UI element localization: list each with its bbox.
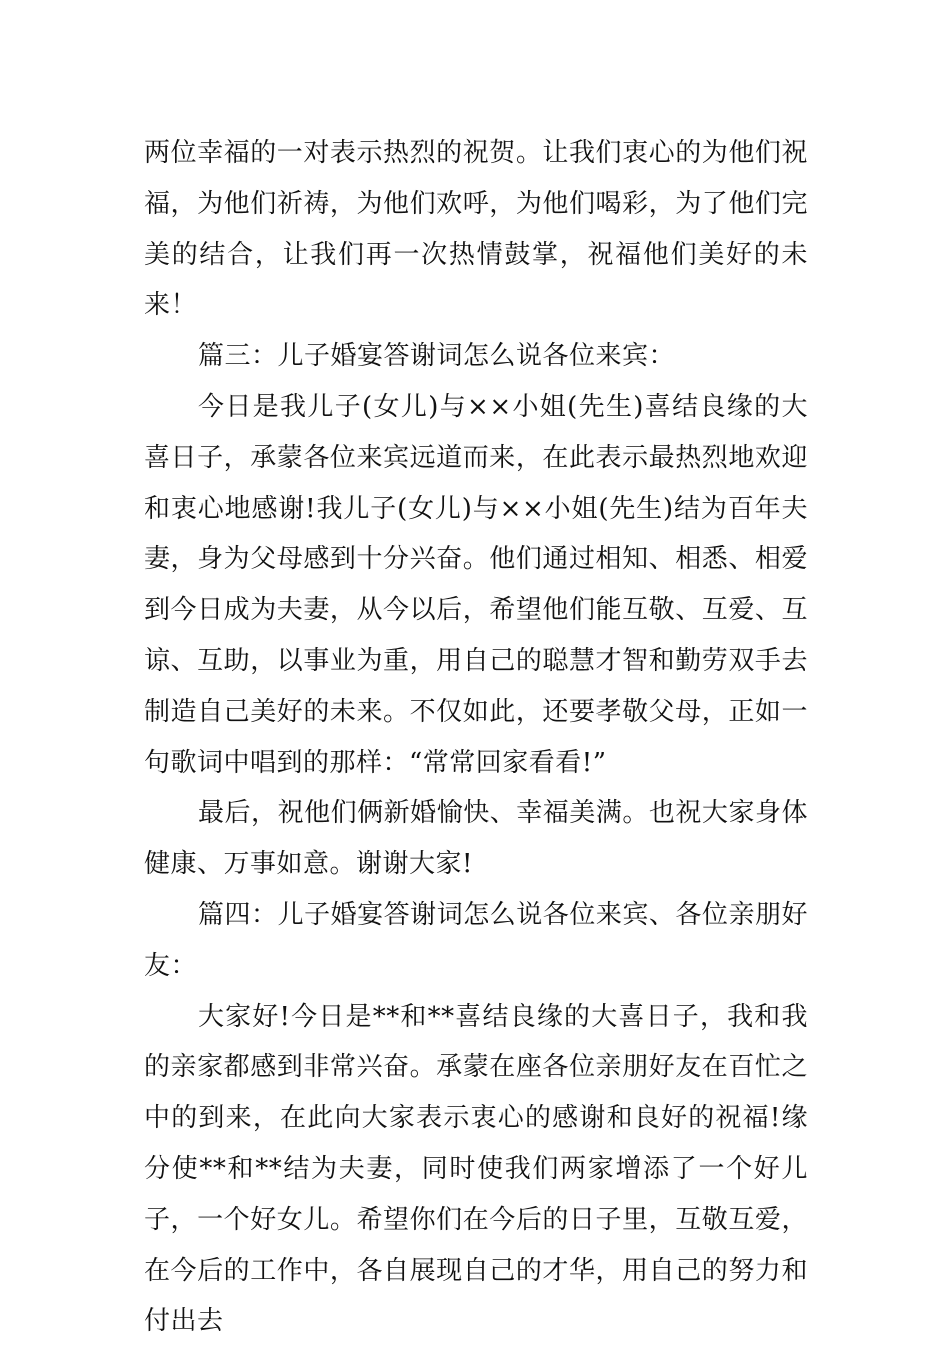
- paragraph-1: 两位幸福的一对表示热烈的祝贺。让我们衷心的为他们祝福，为他们祈祷，为他们欢呼，为他们喝彩，为了他们完美的结合，让我们再一次热情鼓掌，祝福他们美好的未来！: [144, 138, 808, 321]
- paragraph-6: 大家好!今日是**和**喜结良缘的大喜日子，我和我的亲家都感到非常兴奋。承蒙在座各位亲朋好友在百忙之中的到来，在此向大家表示衷心的感谢和良好的祝福!缘分使**和**结为夫妻，同时使我们两家增添了一个好儿子，一个好女儿。希望你们在今后的日子里，互敬互爱，在今后的工作中，各自展现自己的才华，用自己的努力和付出去: [144, 1001, 808, 1337]
- paragraph-2-heading: 篇三：儿子婚宴答谢词怎么说各位来宾：: [198, 341, 676, 372]
- document-body: [144, 128, 808, 1347]
- paragraph-3: 今日是我儿子(女儿)与××小姐(先生)喜结良缘的大喜日子，承蒙各位来宾远道而来，在此表示最热烈地欢迎和衷心地感谢!我儿子(女儿)与××小姐(先生)结为百年夫妻，身为父母感到十分兴奋。他们通过相知、相悉、相爱到今日成为夫妻，从今以后，希望他们能互敬、互爱、互谅、互助，以事业为重，用自己的聪慧才智和勤劳双手去制造自己美好的未来。不仅如此，还要孝敬父母，正如一句歌词中唱到的那样：“常常回家看看!”: [144, 391, 808, 778]
- paragraph-4: 最后，祝他们俩新婚愉快、幸福美满。也祝大家身体健康、万事如意。谢谢大家!: [144, 798, 808, 880]
- paragraph-5-heading: 篇四：儿子婚宴答谢词怎么说各位来宾、各位亲朋好友：: [144, 899, 808, 981]
